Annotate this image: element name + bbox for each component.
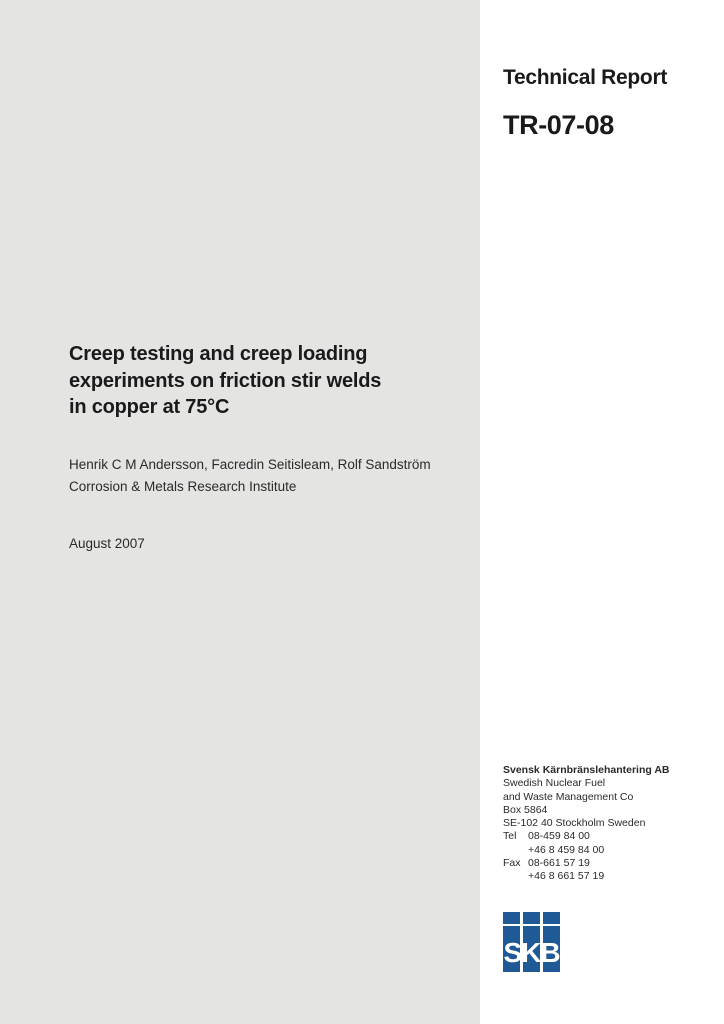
report-type: Technical Report [503, 66, 668, 89]
svg-text:SKB: SKB [503, 937, 560, 968]
tel-intl-number: +46 8 459 84 00 [528, 843, 605, 856]
title-line: in copper at 75°C [69, 396, 230, 418]
institute: Corrosion & Metals Research Institute [69, 479, 297, 494]
fax-label: Fax [503, 857, 521, 870]
publisher-block [503, 764, 718, 884]
title-line: experiments on friction stir welds [69, 369, 382, 392]
address-line: Box 5864 [503, 803, 548, 816]
authors: Henrik C M Andersson, Facredin Seitisleam, Rolf Sandström [69, 457, 431, 472]
fax-number: 08-661 57 19 [528, 857, 590, 870]
fax-intl-row [503, 870, 718, 883]
skb-logo [503, 912, 560, 972]
address-line: and Waste Management Co [503, 790, 634, 803]
fax-intl-number: +46 8 661 57 19 [528, 870, 605, 883]
address-line: Swedish Nuclear Fuel [503, 777, 606, 790]
tel-number: 08-459 84 00 [528, 830, 590, 843]
publisher-name: Svensk Kärnbränslehantering AB [503, 764, 670, 776]
tel-label: Tel [503, 830, 517, 843]
publication-date: August 2007 [69, 536, 145, 551]
tel-intl-row [503, 844, 718, 857]
fax-row [503, 857, 718, 870]
address-line: SE-102 40 Stockholm Sweden [503, 817, 646, 830]
title-line: Creep testing and creep loading [69, 343, 368, 365]
tel-row [503, 830, 718, 843]
document-title [69, 341, 469, 421]
report-number: TR-07-08 [503, 110, 614, 140]
